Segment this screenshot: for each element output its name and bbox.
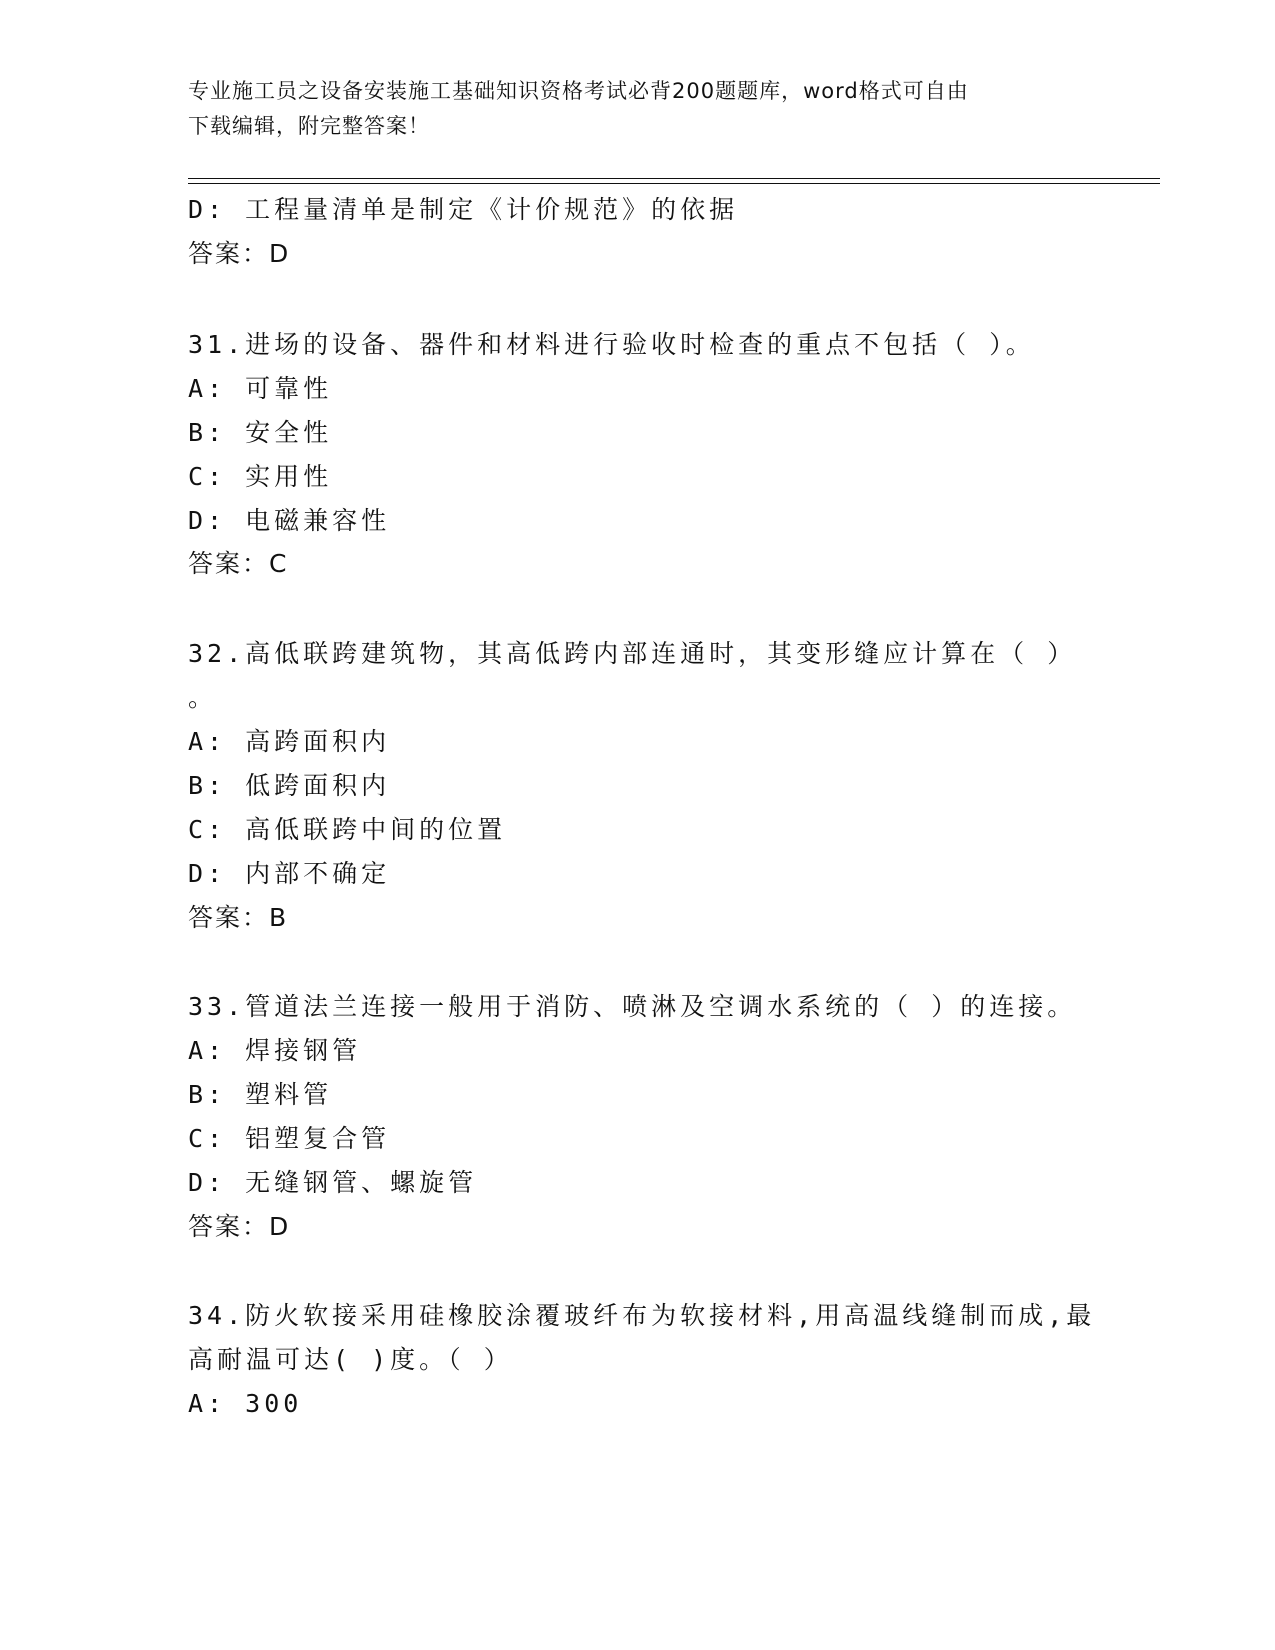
q33-option-b: B: 塑料管 [188,1080,333,1109]
q31-option-d: D: 电磁兼容性 [188,506,391,535]
q34-stem-line-2: 高耐温可达( )度。（ ） [188,1345,513,1374]
q31-option-c: C: 实用性 [188,462,333,491]
q31-answer: 答案：C [188,549,289,578]
q33-option-d: D: 无缝钢管、螺旋管 [188,1168,478,1197]
q32-option-b: B: 低跨面积内 [188,771,391,800]
header-line-1: 专业施工员之设备安装施工基础知识资格考试必背200题题库，word格式可自由 [188,79,969,103]
q32-stem: 32.高低联跨建筑物，其高低跨内部连通时，其变形缝应计算在（ ） [188,639,1077,668]
q33-option-a: A: 焊接钢管 [188,1036,362,1065]
q32-option-d: D: 内部不确定 [188,859,391,888]
q32-option-a: A: 高跨面积内 [188,727,391,756]
q31-option-a: A: 可靠性 [188,374,333,403]
prev-option-d: D: 工程量清单是制定《计价规范》的依据 [188,195,739,224]
q33-stem: 33.管道法兰连接一般用于消防、喷淋及空调水系统的（ ）的连接。 [188,992,1077,1021]
q31-option-b: B: 安全性 [188,418,333,447]
q33-answer: 答案：D [188,1212,291,1241]
q34-option-a: A: 300 [188,1389,303,1418]
q32-option-c: C: 高低联跨中间的位置 [188,815,507,844]
q34-stem: 34.防火软接采用硅橡胶涂覆玻纤布为软接材料,用高温线缝制而成,最 [188,1301,1096,1330]
prev-answer: 答案：D [188,239,291,268]
q33-option-c: C: 铝塑复合管 [188,1124,391,1153]
q32-answer: 答案：B [188,903,289,932]
q32-stem-tail: 。 [188,683,218,712]
header-rule-top [188,178,1160,179]
header-rule-bottom [188,183,1160,184]
document-header [188,74,1068,144]
q31-stem: 31.进场的设备、器件和材料进行验收时检查的重点不包括（ ）。 [188,330,1035,359]
header-line-2: 下载编辑，附完整答案！ [188,114,430,138]
